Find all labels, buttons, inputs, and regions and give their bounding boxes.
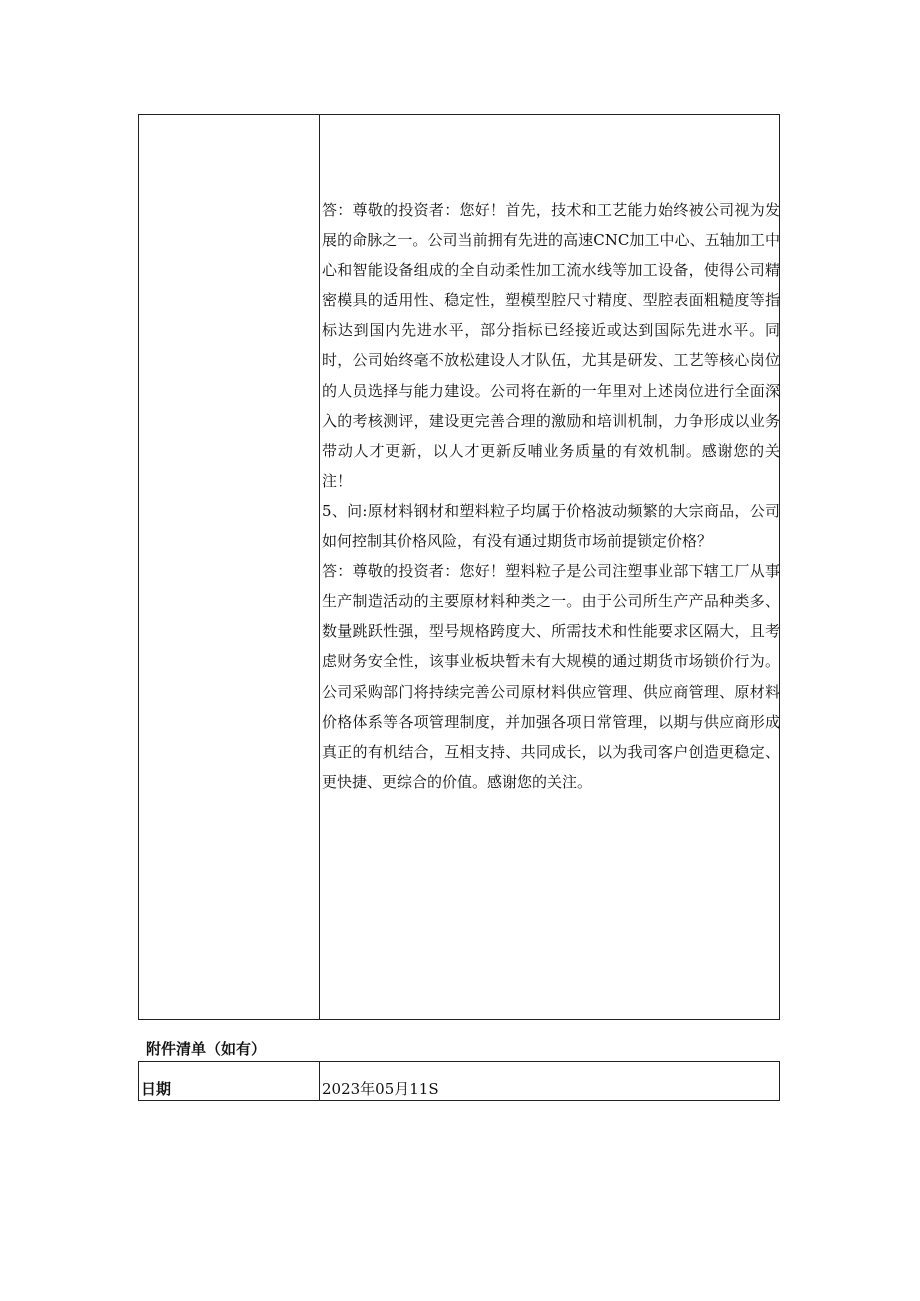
qa-table	[138, 114, 780, 1020]
answer-4-text: 答：尊敬的投资者：您好！首先，技术和工艺能力始终被公司视为发展的命脉之一。公司当前拥有先进的高速CNC加工中心、五轴加工中心和智能设备组成的全自动柔性加工流水线等加工设备，使得公司精密模具的适用性、稳定性，塑模型腔尺寸精度、型腔表面粗糙度等指标达到国内先进水平，部分指标已经接近或达到国际先进水平。同时，公司始终毫不放松建设人才队伍，尤其是研发、工艺等核心岗位的人员选择与能力建设。公司将在新的一年里对上述岗位进行全面深入的考核测评，建设更完善合理的激励和培训机制，力争形成以业务带动人才更新，以人才更新反哺业务质量的有效机制。感谢您的关注！	[322, 201, 780, 490]
column-divider	[319, 115, 320, 1019]
attachment-list-title: 附件清单（如有）	[146, 1040, 267, 1058]
date-value: 2023年05月11S	[322, 1080, 439, 1098]
answer-5-text: 答：尊敬的投资者：您好！塑料粒子是公司注塑事业部下辖工厂从事生产制造活动的主要原材料种类之一。由于公司所生产产品种类多、数量跳跃性强，型号规格跨度大、所需技术和性能要求区隔大，且考虑财务安全性，该事业板块暂未有大规模的通过期货市场锁价行为。公司采购部门将持续完善公司原材料供应管理、供应商管理、原材料价格体系等各项管理制度，并加强各项日常管理，以期与供应商形成真正的有机结合，互相支持、共同成长，以为我司客户创造更稳定、更快捷、更综合的价值。感谢您的关注。	[322, 562, 780, 791]
question-5-text: 5、问:原材料钢材和塑料粒子均属于价格波动频繁的大宗商品，公司如何控制其价格风险，有没有通过期货市场前提锁定价格？	[322, 501, 780, 551]
date-table	[138, 1061, 780, 1101]
column-divider	[319, 1062, 320, 1100]
date-label: 日期	[141, 1080, 172, 1098]
qa-content-cell	[322, 195, 780, 797]
